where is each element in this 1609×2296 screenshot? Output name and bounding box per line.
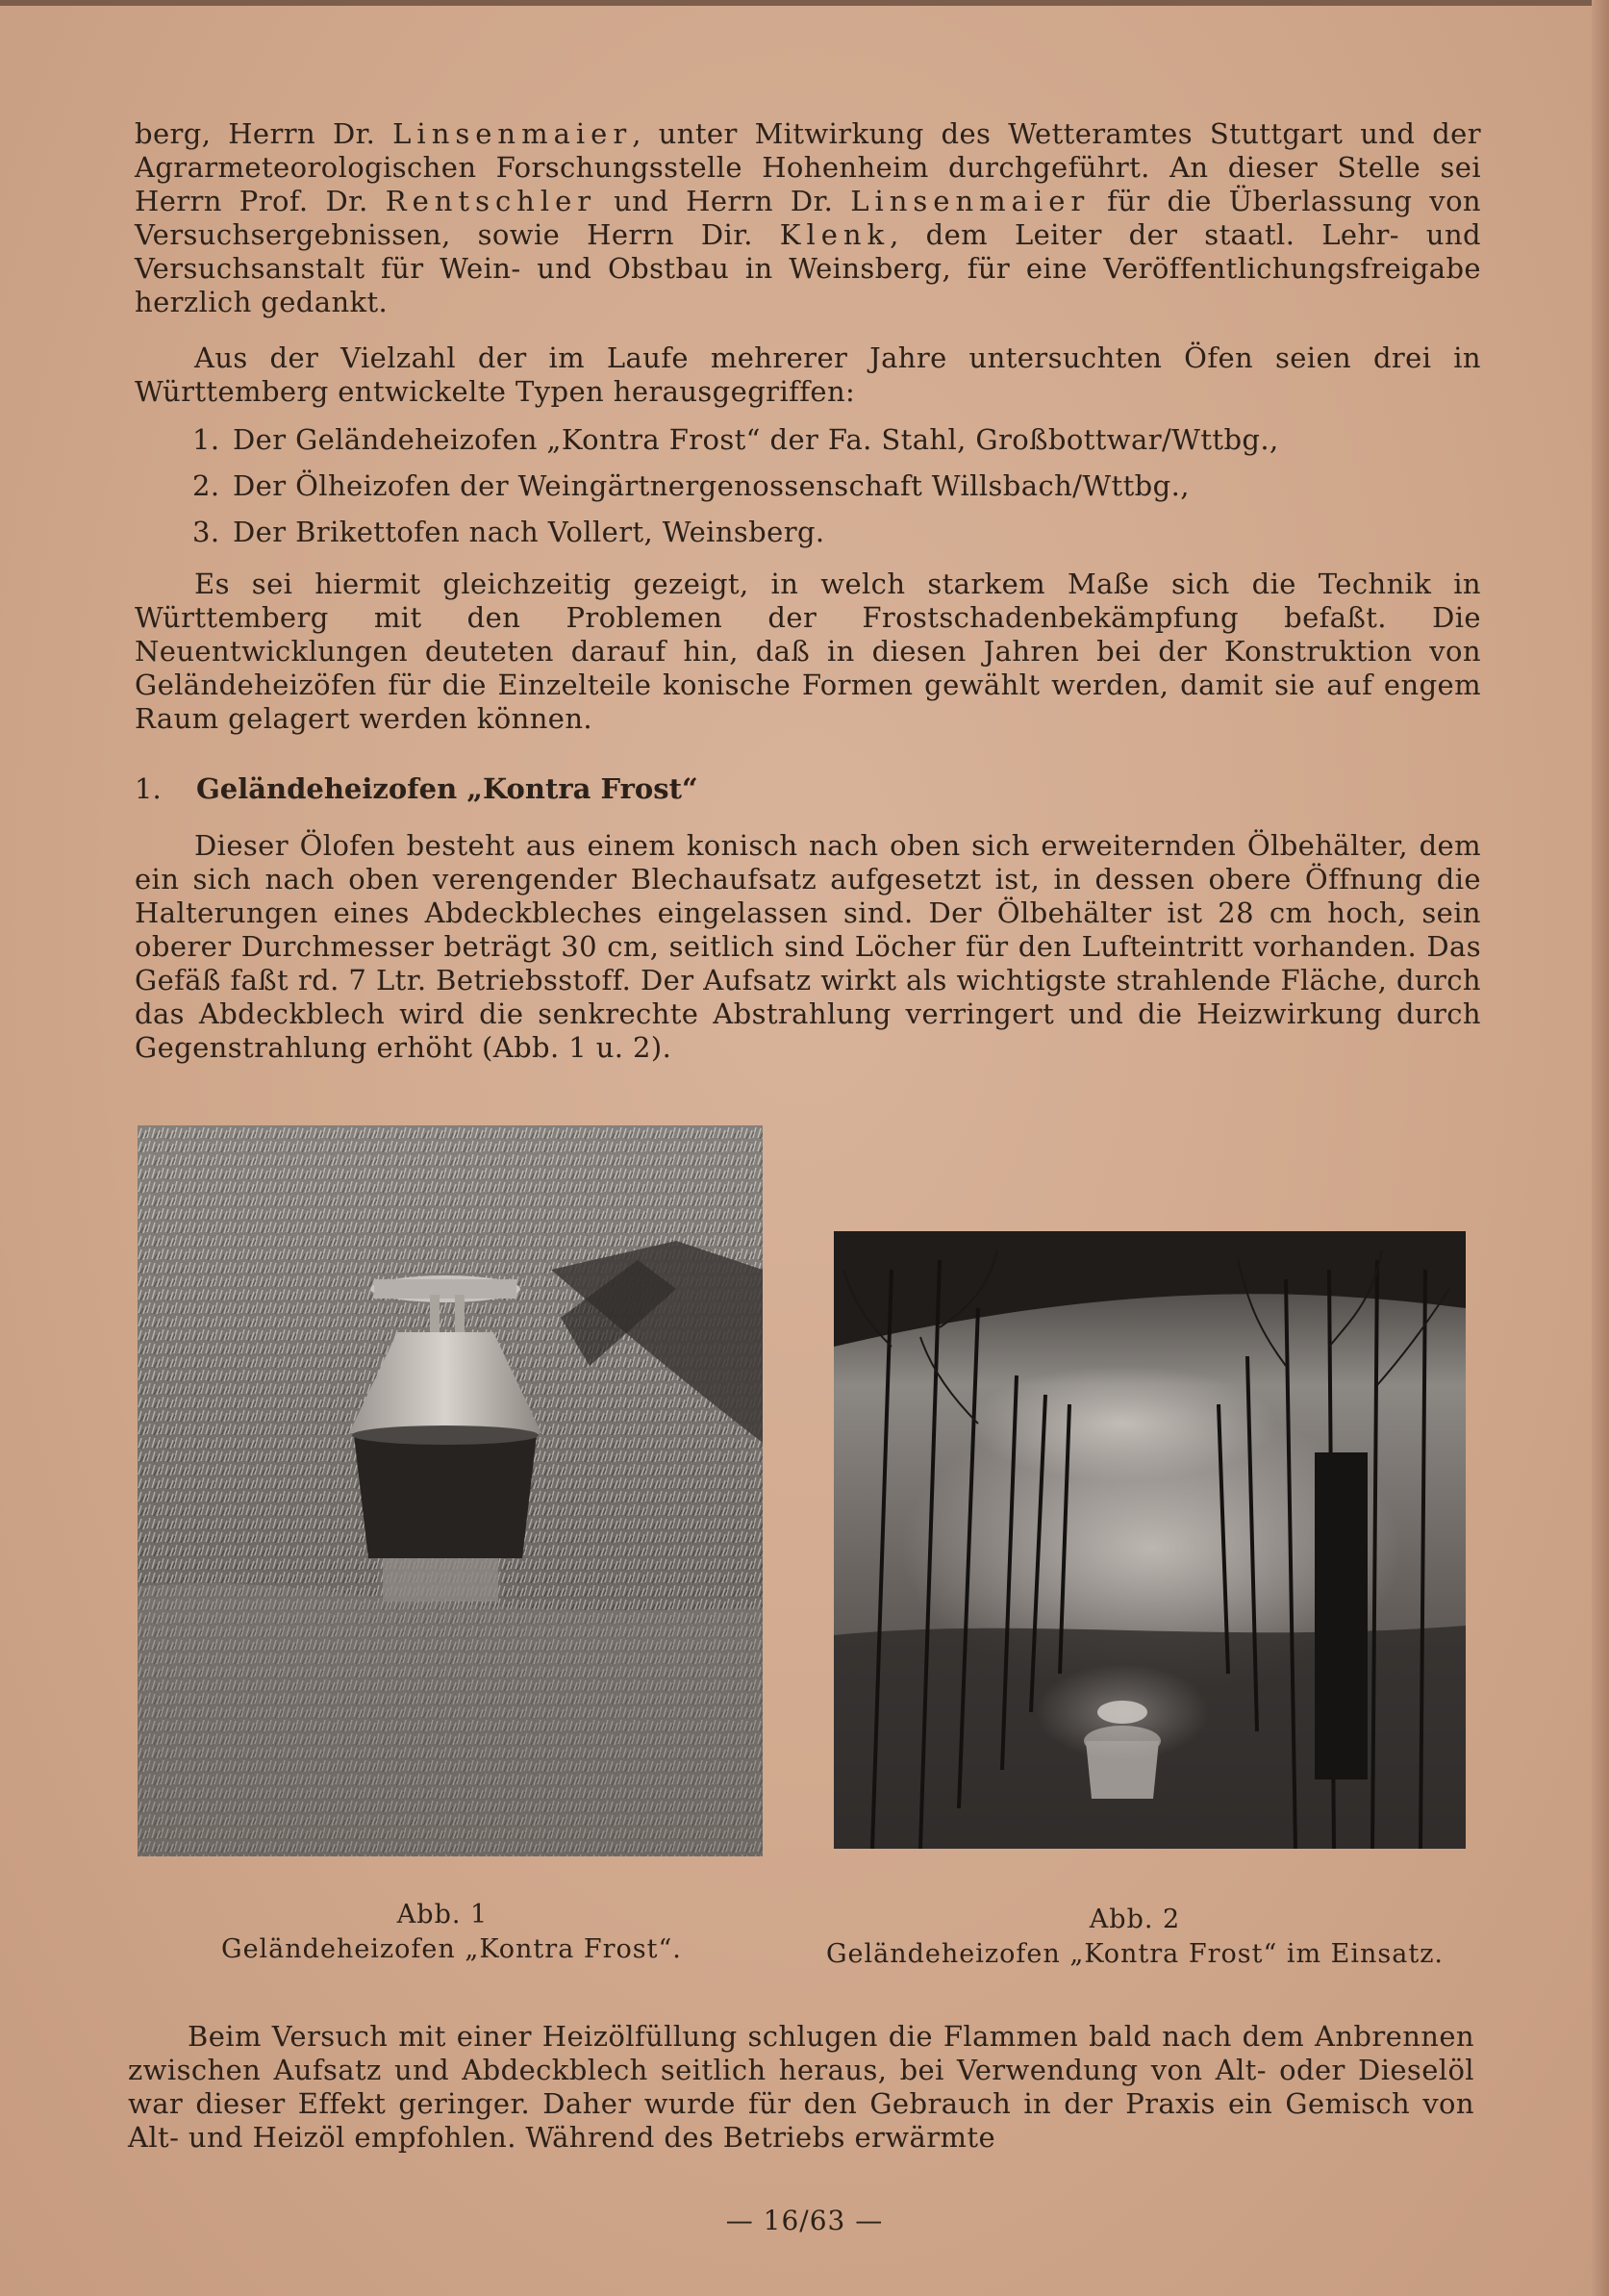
list-text: Der Brikettofen nach Vollert, Weinsberg. xyxy=(233,516,825,548)
heater-in-grass-image xyxy=(138,1125,763,1856)
person-name: Linsenmaier xyxy=(850,185,1091,217)
paragraph-text: Dieser Ölofen besteht aus einem konisch nach oben sich erweiternden Ölbehälter, dem ein sich nach oben verengender Blechaufsatz aufgesetzt ist, in dessen obere Öffnung die Halterungen eines Abdeckbleches eingelassen sind. Der Ölbehälter ist 28 cm hoch, sein oberer Durchmesser beträgt 30 cm, seitlich sind Löcher für den Lufteintritt vorhanden. Das Gefäß faßt rd. 7 Ltr. Betriebsstoff. Der Aufsatz wirkt als wichtigste strahlende Fläche, durch das Abdeckblech wird die senkrechte Abstrahlung verringert und die Heizwirkung durch Gegenstrahlung erhöht (Abb. 1 u. 2). xyxy=(135,829,1481,1064)
figure-1-photo xyxy=(138,1125,763,1856)
figure-2-caption-text: Geländeheizofen „Kontra Frost“ im Einsatz. xyxy=(825,1939,1445,1969)
list-number: 1. xyxy=(192,423,220,456)
text-run: , unter Mitwirkung des Wetteramtes Stuttgart und der Agrarmeteorologischen Forschungsstelle Hohenheim durchgeführt. An dieser Stelle sei Herrn Prof. Dr. xyxy=(135,117,1481,217)
figure-2-label: Abb. 2 xyxy=(1089,1905,1181,1934)
page-right-edge xyxy=(1592,0,1609,2296)
paragraph-text: Beim Versuch mit einer Heizölfüllung schlugen die Flammen bald nach dem Anbrennen zwischen Aufsatz und Abdeckblech seitlich heraus, bei Verwendung von Alt- oder Dieselöl war dieser Effekt geringer. Daher wurde für den Gebrauch in der Praxis ein Gemisch von Alt- und Heizöl empfohlen. Während des Betriebs erwärmte xyxy=(128,2020,1474,2154)
list-number: 3. xyxy=(192,516,220,548)
list-text: Der Ölheizofen der Weingärtnergenossenschaft Willsbach/Wttbg., xyxy=(233,469,1190,502)
figure-2-photo xyxy=(834,1231,1466,1849)
paragraph-acknowledgements xyxy=(135,117,1481,319)
text-run: berg, Herrn Dr. xyxy=(135,117,393,150)
text-run: , dem Leiter der staatl. Lehr- und Versuchsanstalt für Wein- und Obstbau in Weinsberg, für eine Veröffentlichungsfreigabe herzlich gedankt. xyxy=(135,218,1481,318)
person-name: Linsenmaier xyxy=(392,117,633,150)
list-item xyxy=(192,516,1481,562)
page-number: — 16/63 — xyxy=(725,2205,884,2236)
person-name: Klenk xyxy=(779,218,891,251)
list-item xyxy=(192,423,1481,469)
list-text: Der Geländeheizofen „Kontra Frost“ der Fa. Stahl, Großbottwar/Wttbg., xyxy=(233,423,1279,456)
figure-1-label: Abb. 1 xyxy=(396,1900,489,1930)
text-run: und Herrn Dr. xyxy=(596,185,851,217)
figure-2-caption xyxy=(798,1903,1471,1972)
list-item xyxy=(192,469,1481,516)
paragraph-description xyxy=(135,829,1481,1065)
figure-1-caption xyxy=(221,1898,682,1967)
section-number: 1. xyxy=(135,772,162,805)
section-heading xyxy=(135,772,698,806)
section-title: Geländeheizofen „Kontra Frost“ xyxy=(196,772,698,805)
page-top-edge xyxy=(0,0,1609,6)
person-name: Rentschler xyxy=(385,185,597,217)
paragraph-text: Aus der Vielzahl der im Laufe mehrerer Jahre untersuchten Öfen seien drei in Württemberg entwickelte Typen herausgegriffen: xyxy=(135,341,1481,408)
paragraph-text: Es sei hiermit gleichzeitig gezeigt, in welch starkem Maße sich die Technik in Württemberg mit den Problemen der Frostschadenbekämpfung befaßt. Die Neuentwicklungen deuteten darauf hin, daß in diesen Jahren bei der Konstruktion von Geländeheizöfen für die Einzelteile konische Formen gewählt werden, damit sie auf engem Raum gelagert werden können. xyxy=(135,568,1481,735)
heater-in-vineyard-image xyxy=(834,1231,1466,1849)
paragraph-intro xyxy=(135,341,1481,409)
oven-types-list xyxy=(192,423,1481,562)
text-run: für die Überlassung von Versuchsergebnissen, sowie Herrn Dir. xyxy=(135,185,1482,251)
list-number: 2. xyxy=(192,469,220,502)
paragraph-technique xyxy=(135,568,1481,736)
figure-1-caption-text: Geländeheizofen „Kontra Frost“. xyxy=(221,1934,682,1964)
paragraph-trial xyxy=(128,2020,1474,2155)
